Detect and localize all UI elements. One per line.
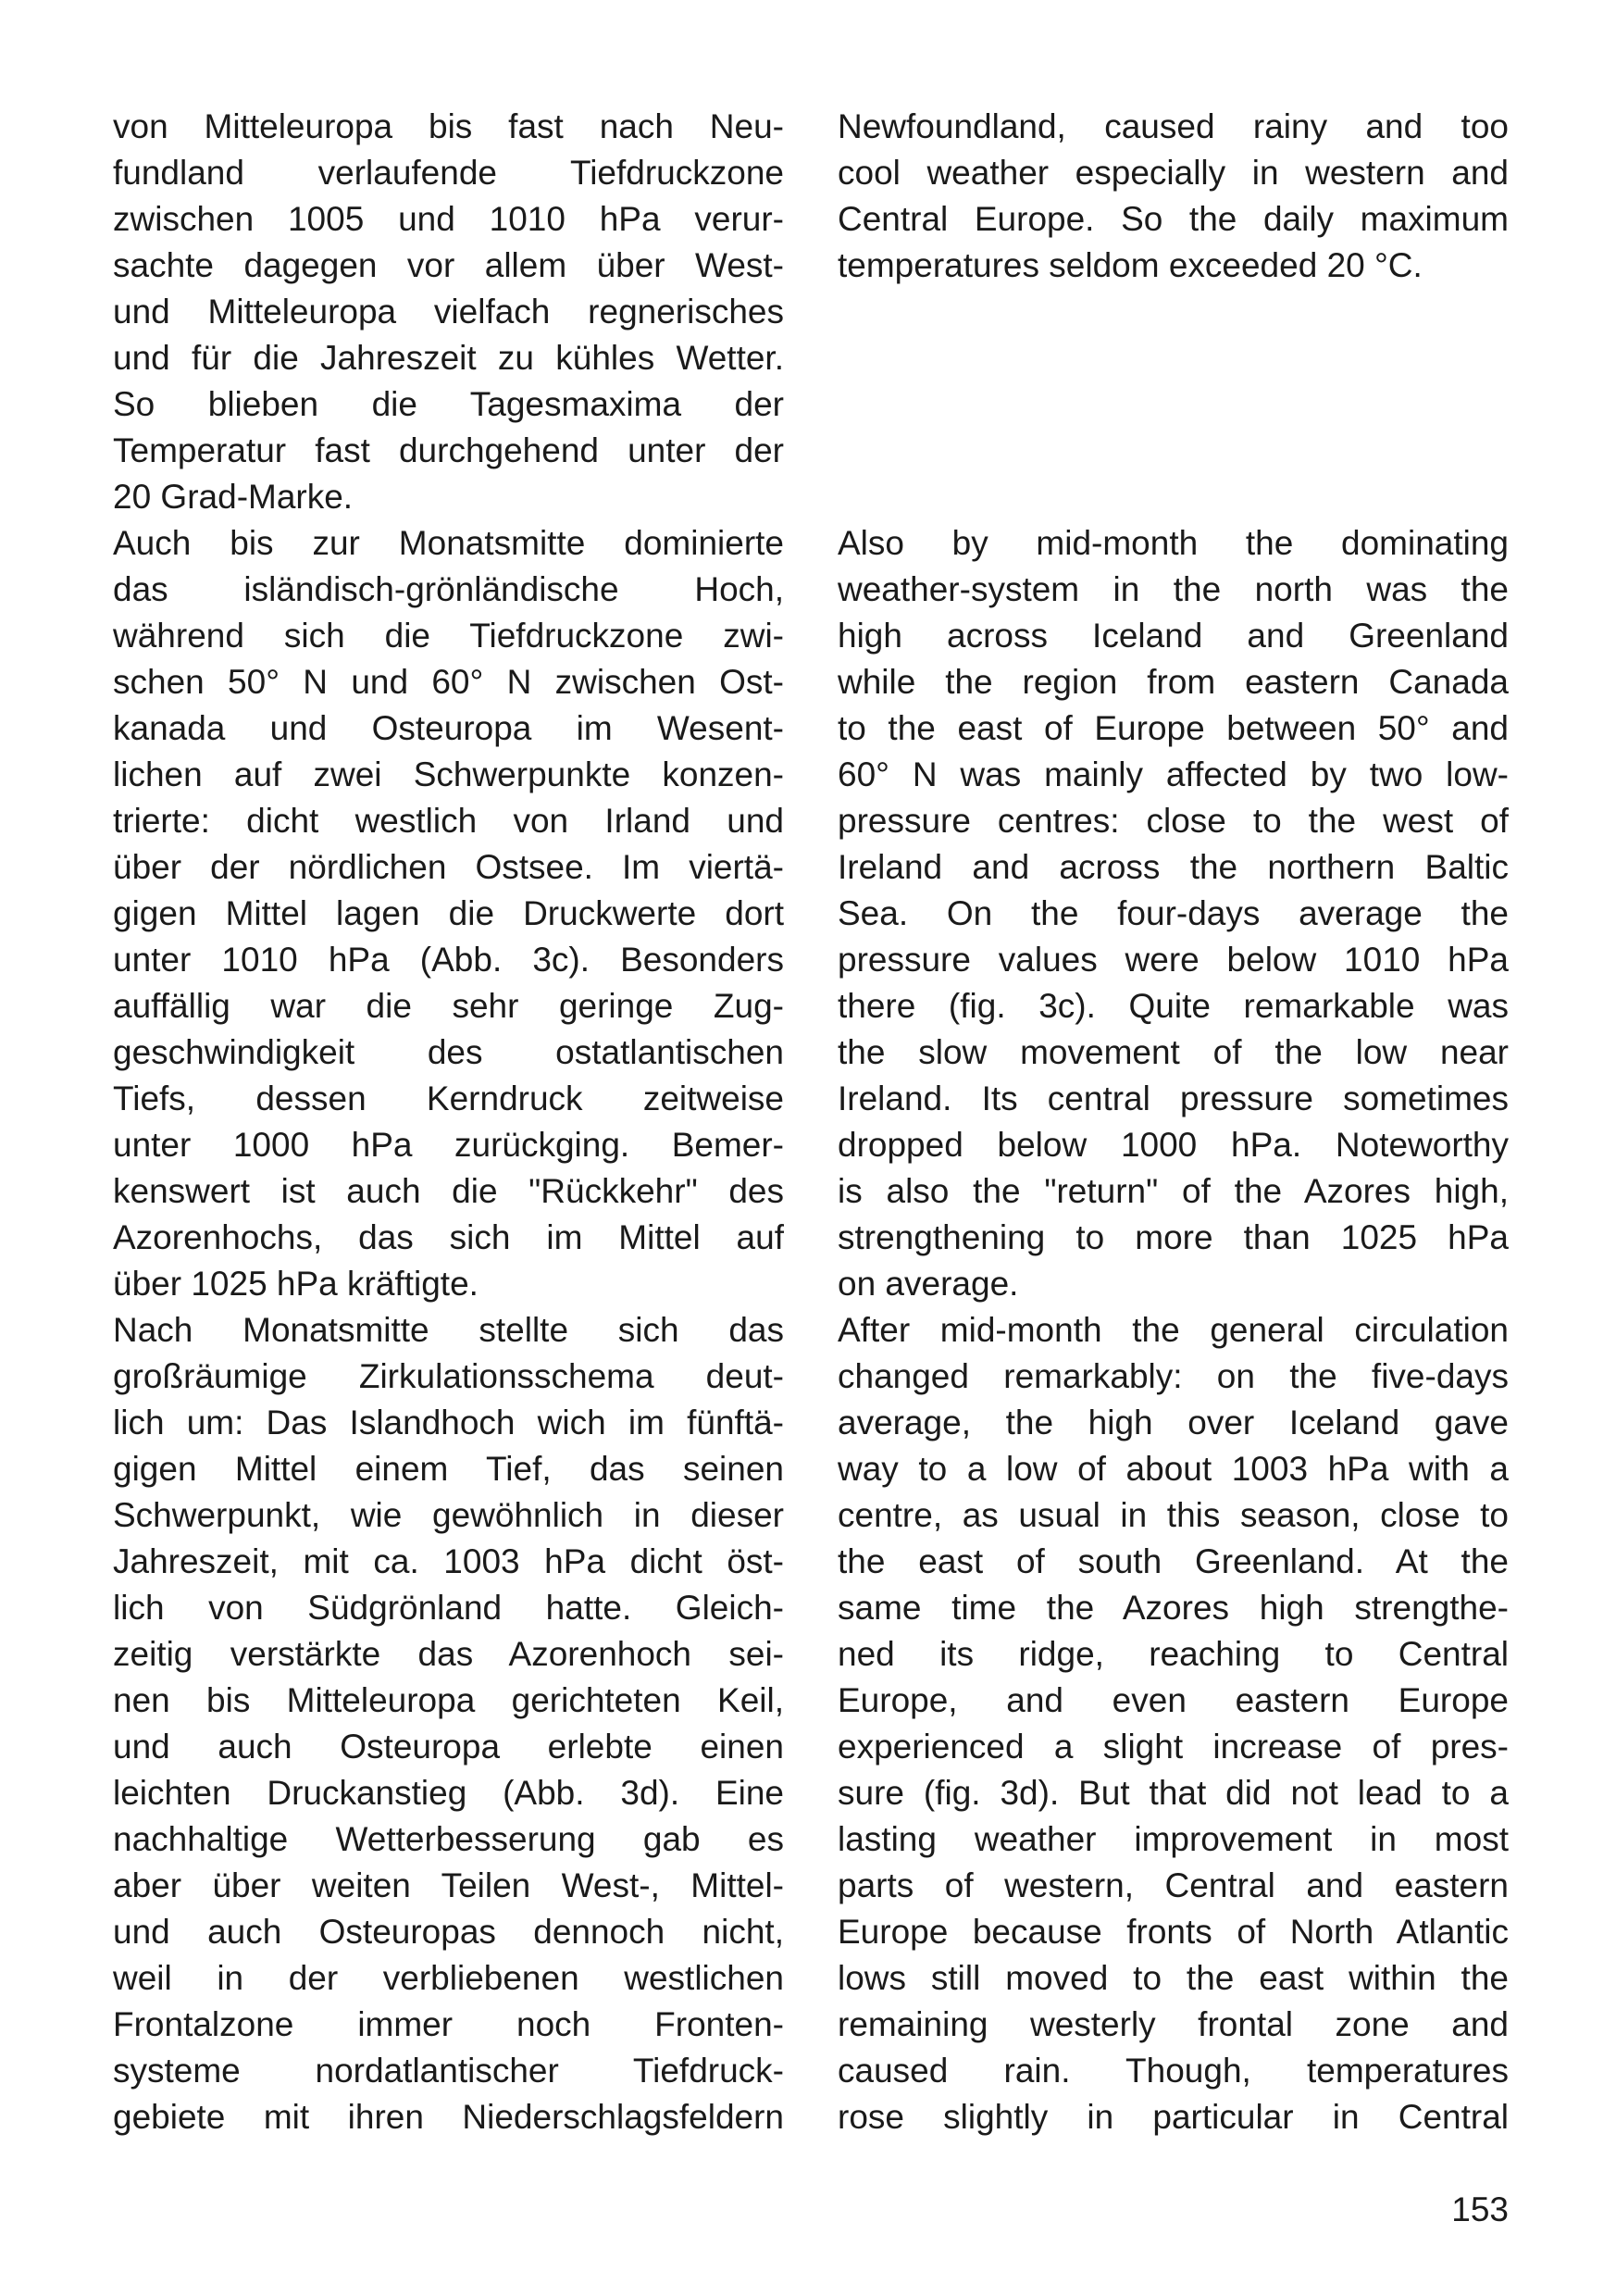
text-line: lich von Südgrönland hatte. Gleich- (113, 1589, 784, 1627)
text-line: After mid-month the general circulation (838, 1311, 1509, 1349)
text-line: to the east of Europe between 50° and (838, 709, 1509, 747)
text-line: trierte: dicht westlich von Irland und (113, 802, 784, 840)
text-line: ned its ridge, reaching to Central (838, 1635, 1509, 1673)
text-line: Schwerpunkt, wie gewöhnlich in dieser (113, 1496, 784, 1534)
text-line: und auch Osteuropas dennoch nicht, (113, 1913, 784, 1951)
text-line: Ireland and across the northern Baltic (838, 848, 1509, 886)
paragraph-spacer (838, 289, 1509, 520)
text-line: 20 Grad-Marke. (113, 478, 354, 516)
text-line: same time the Azores high strengthe- (838, 1589, 1509, 1627)
text-line: nen bis Mitteleuropa gerichteten Keil, (113, 1681, 784, 1719)
english-paragraph-3 (838, 1307, 1509, 2140)
text-line: experienced a slight increase of pres- (838, 1728, 1509, 1766)
text-line: pressure centres: close to the west of (838, 802, 1509, 840)
text-line: Azorenhochs, das sich im Mittel auf (113, 1218, 784, 1256)
text-line: schen 50° N und 60° N zwischen Ost- (113, 663, 784, 701)
text-line: sachte dagegen vor allem über West- (113, 246, 784, 284)
german-paragraph-1 (113, 104, 784, 520)
text-line: Nach Monatsmitte stellte sich das (113, 1311, 784, 1349)
text-line: über der nördlichen Ostsee. Im viertä- (113, 848, 784, 886)
text-line: weather-system in the north was the (838, 570, 1509, 608)
text-line: gigen Mittel lagen die Druckwerte dort (113, 894, 784, 932)
text-line: zeitig verstärkte das Azorenhoch sei- (113, 1635, 784, 1673)
text-line: gebiete mit ihren Niederschlagsfeldern (113, 2098, 784, 2136)
text-line: centre, as usual in this season, close to (838, 1496, 1509, 1534)
text-line: und für die Jahreszeit zu kühles Wetter. (113, 339, 784, 377)
text-line: und auch Osteuropa erlebte einen (113, 1728, 784, 1766)
text-line: Tiefs, dessen Kerndruck zeitweise (113, 1079, 784, 1117)
text-line: zwischen 1005 und 1010 hPa verur- (113, 200, 784, 238)
text-line: average, the high over Iceland gave (838, 1404, 1509, 1441)
text-line: während sich die Tiefdruckzone zwi- (113, 617, 784, 655)
text-line: geschwindigkeit des ostatlantischen (113, 1033, 784, 1071)
text-line: high across Iceland and Greenland (838, 617, 1509, 655)
text-line: strengthening to more than 1025 hPa (838, 1218, 1509, 1256)
text-line: aber über weiten Teilen West-, Mittel- (113, 1866, 784, 1904)
text-line: is also the "return" of the Azores high, (838, 1172, 1509, 1210)
text-line: parts of western, Central and eastern (838, 1866, 1509, 1904)
text-line: auffällig war die sehr geringe Zug- (113, 987, 784, 1025)
english-paragraph-1 (838, 104, 1509, 289)
text-line: pressure values were below 1010 hPa (838, 941, 1509, 979)
text-line: Europe, and even eastern Europe (838, 1681, 1509, 1719)
text-line: unter 1000 hPa zurückging. Bemer- (113, 1126, 784, 1164)
german-paragraph-2 (113, 520, 784, 1307)
text-line: und Mitteleuropa vielfach regnerisches (113, 293, 784, 331)
english-paragraph-2 (838, 520, 1509, 1307)
page-number: 153 (1451, 2190, 1509, 2228)
text-line: Ireland. Its central pressure sometimes (838, 1079, 1509, 1117)
text-line: großräumige Zirkulationsschema deut- (113, 1357, 784, 1395)
text-line: Jahreszeit, mit ca. 1003 hPa dicht öst- (113, 1542, 784, 1580)
text-line: Also by mid-month the dominating (838, 524, 1509, 562)
text-line: 60° N was mainly affected by two low- (838, 755, 1509, 793)
english-text-column (838, 104, 1509, 2140)
text-line: sure (fig. 3d). But that did not lead to a (838, 1774, 1509, 1812)
text-line: while the region from eastern Canada (838, 663, 1509, 701)
text-line: über 1025 hPa kräftigte. (113, 1265, 479, 1303)
text-line: the east of south Greenland. At the (838, 1542, 1509, 1580)
text-line: Sea. On the four-days average the (838, 894, 1509, 932)
text-line: leichten Druckanstieg (Abb. 3d). Eine (113, 1774, 784, 1812)
text-line: lasting weather improvement in most (838, 1820, 1509, 1858)
text-line: kanada und Osteuropa im Wesent- (113, 709, 784, 747)
text-line: the slow movement of the low near (838, 1033, 1509, 1071)
text-line: kenswert ist auch die "Rückkehr" des (113, 1172, 784, 1210)
text-line: Central Europe. So the daily maximum (838, 200, 1509, 238)
text-line: temperatures seldom exceeded 20 °C. (838, 246, 1423, 284)
text-line: there (fig. 3c). Quite remarkable was (838, 987, 1509, 1025)
text-line: lows still moved to the east within the (838, 1959, 1509, 1997)
text-line: Temperatur fast durchgehend unter der (113, 431, 784, 469)
text-line: caused rain. Though, temperatures (838, 2052, 1509, 2090)
text-line: Europe because fronts of North Atlantic (838, 1913, 1509, 1951)
text-line: lichen auf zwei Schwerpunkte konzen- (113, 755, 784, 793)
text-line: remaining westerly frontal zone and (838, 2005, 1509, 2043)
text-line: So blieben die Tagesmaxima der (113, 385, 784, 423)
german-paragraph-3 (113, 1307, 784, 2140)
text-line: von Mitteleuropa bis fast nach Neu- (113, 107, 784, 145)
text-line: systeme nordatlantischer Tiefdruck- (113, 2052, 784, 2090)
text-line: das isländisch-grönländische Hoch, (113, 570, 784, 608)
text-line: on average. (838, 1265, 1019, 1303)
text-line: lich um: Das Islandhoch wich im fünftä- (113, 1404, 784, 1441)
text-line: dropped below 1000 hPa. Noteworthy (838, 1126, 1509, 1164)
text-line: Auch bis zur Monatsmitte dominierte (113, 524, 784, 562)
text-line: changed remarkably: on the five-days (838, 1357, 1509, 1395)
text-line: Frontalzone immer noch Fronten- (113, 2005, 784, 2043)
text-line: unter 1010 hPa (Abb. 3c). Besonders (113, 941, 784, 979)
text-line: way to a low of about 1003 hPa with a (838, 1450, 1509, 1488)
text-line: rose slightly in particular in Central (838, 2098, 1509, 2136)
text-line: cool weather especially in western and (838, 154, 1509, 192)
text-line: Newfoundland, caused rainy and too (838, 107, 1509, 145)
text-line: fundland verlaufende Tiefdruckzone (113, 154, 784, 192)
text-line: weil in der verbliebenen westlichen (113, 1959, 784, 1997)
german-text-column (113, 104, 784, 2140)
text-line: nachhaltige Wetterbesserung gab es (113, 1820, 784, 1858)
text-line: gigen Mittel einem Tief, das seinen (113, 1450, 784, 1488)
